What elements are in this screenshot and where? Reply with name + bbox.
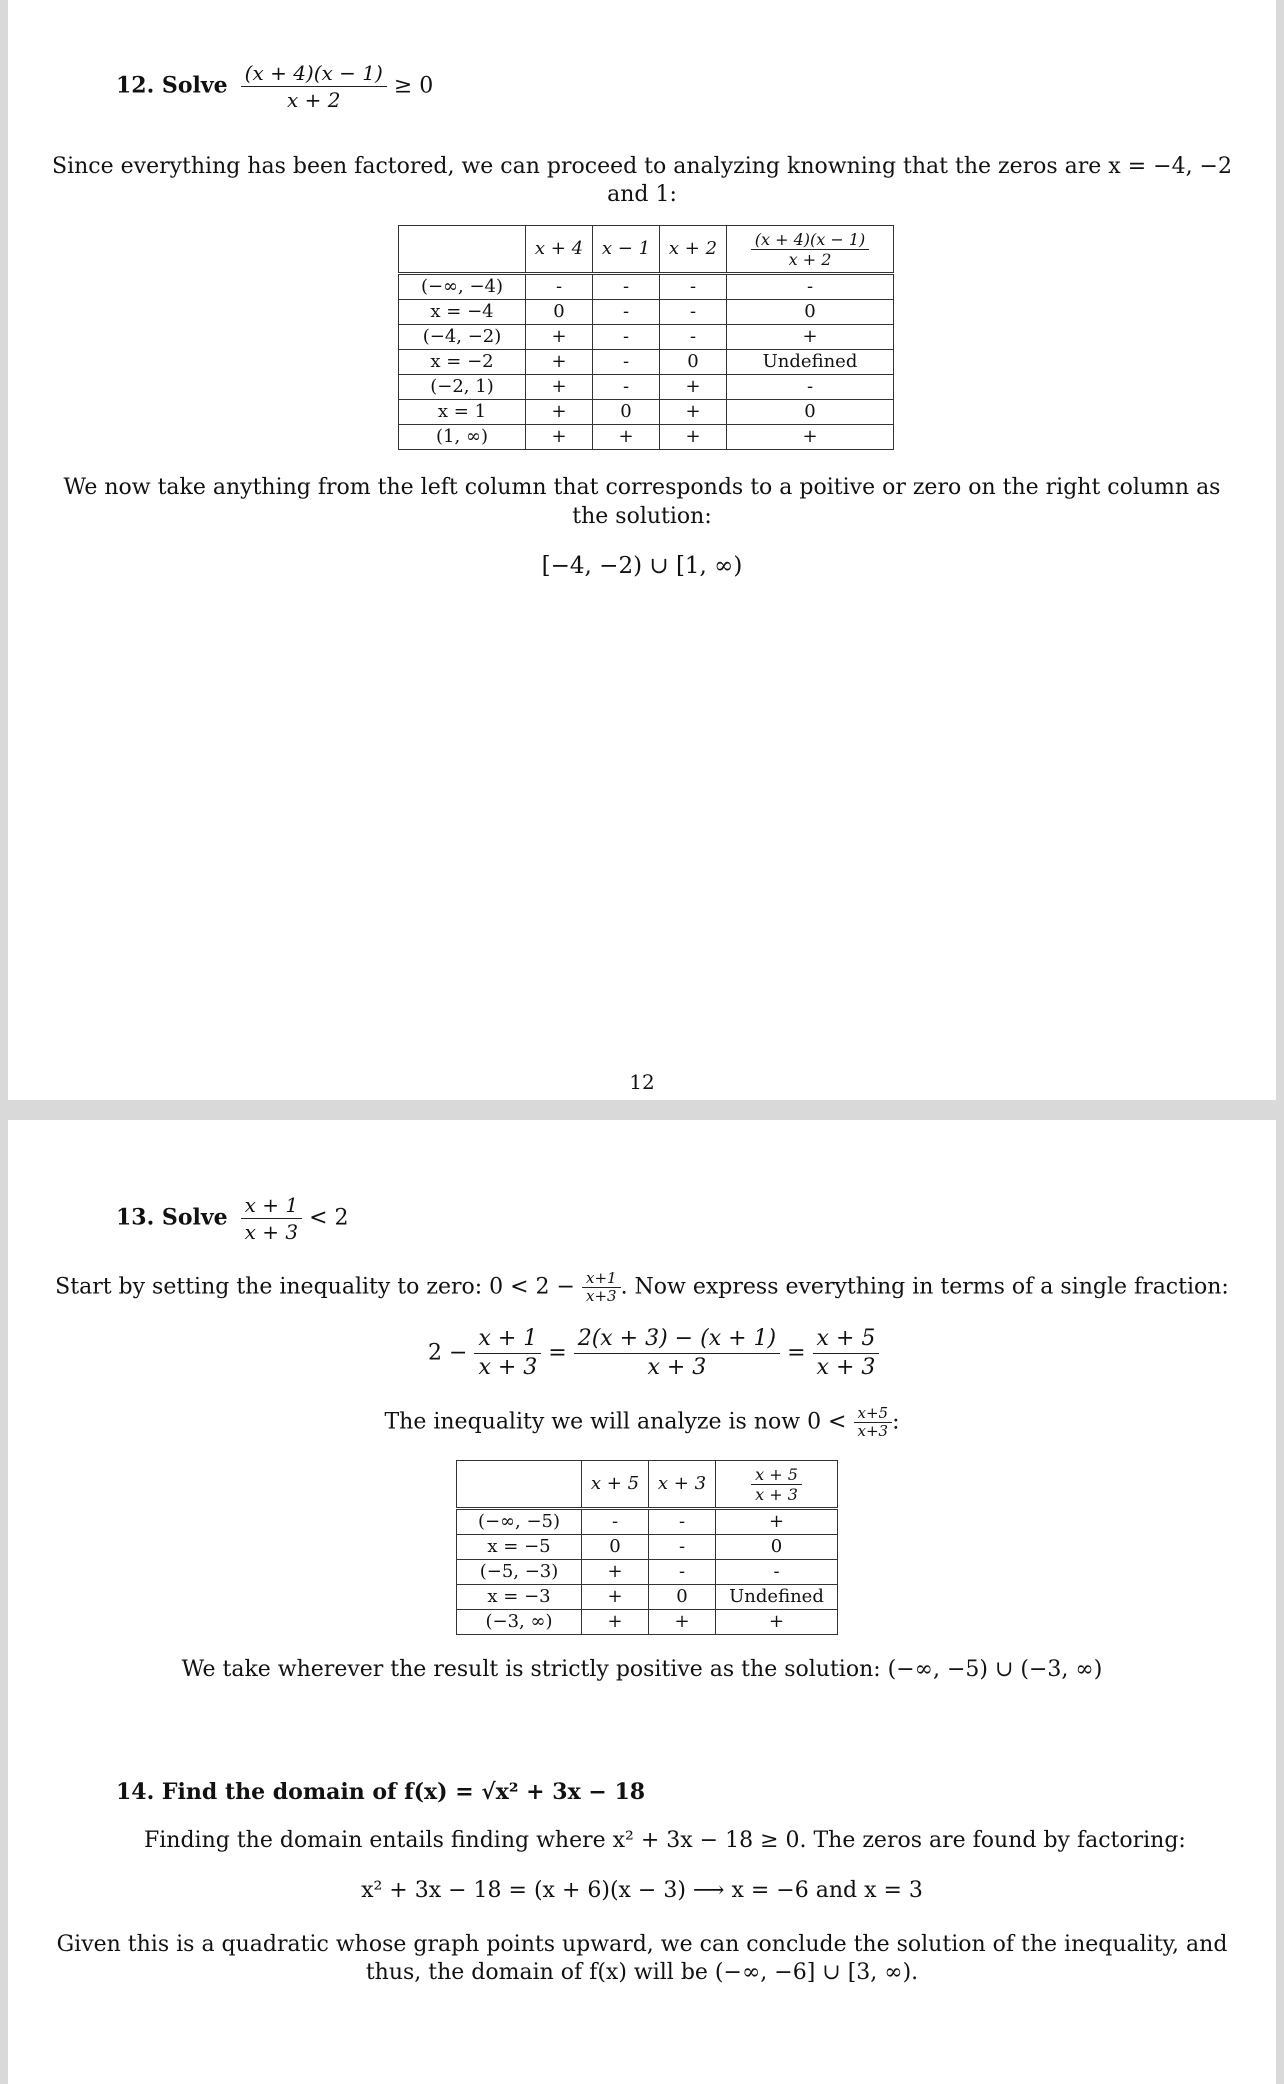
result-cell: + bbox=[727, 325, 894, 350]
problem-13-conclusion: We take wherever the result is strictly positive as the solution: (−∞, −5) ∪ (−3, ∞) bbox=[181, 1657, 1103, 1682]
sign-chart-header bbox=[399, 226, 894, 274]
interval-cell: (−5, −3) bbox=[457, 1560, 582, 1585]
sign-cell: + bbox=[660, 425, 727, 450]
start-frac-den: x+3 bbox=[585, 1287, 617, 1305]
problem-14-line-2: x² + 3x − 18 = (x + 6)(x − 3) ⟶ x = −6 and x = 3 bbox=[361, 1878, 923, 1903]
eq-f1-num: x + 1 bbox=[474, 1325, 541, 1354]
sign-cell: 0 bbox=[649, 1585, 716, 1610]
sign-cell: - bbox=[593, 325, 660, 350]
problem-12-intro-2: and 1: bbox=[607, 182, 677, 207]
table-row bbox=[399, 375, 894, 400]
problem-12-conclusion-2: the solution: bbox=[572, 504, 712, 529]
header-result bbox=[716, 1461, 838, 1509]
sign-cell: - bbox=[526, 274, 593, 300]
eq-f3-den: x + 3 bbox=[816, 1355, 876, 1380]
table-row bbox=[457, 1509, 838, 1535]
result-cell: 0 bbox=[727, 300, 894, 325]
problem-12-numerator: (x + 4)(x − 1) bbox=[241, 60, 387, 87]
result-cell: Undefined bbox=[716, 1585, 838, 1610]
result-cell: 0 bbox=[727, 400, 894, 425]
table-row bbox=[457, 1535, 838, 1560]
sign-cell: - bbox=[582, 1509, 649, 1535]
header-factor-1: x + 4 bbox=[526, 226, 593, 274]
table-row bbox=[457, 1560, 838, 1585]
sign-cell: + bbox=[526, 400, 593, 425]
table-row bbox=[399, 325, 894, 350]
table-row bbox=[457, 1610, 838, 1635]
start-fraction bbox=[582, 1270, 621, 1305]
interval-cell: (−∞, −5) bbox=[457, 1509, 582, 1535]
start-frac-num: x+1 bbox=[582, 1270, 621, 1288]
table-row bbox=[399, 274, 894, 300]
problem-12-label: 12. Solve bbox=[116, 72, 228, 99]
sign-cell: + bbox=[526, 425, 593, 450]
problem-13-denominator: x + 3 bbox=[244, 1220, 299, 1244]
header-result bbox=[727, 226, 894, 274]
interval-cell: (−2, 1) bbox=[399, 375, 526, 400]
eq-f2-den: x + 3 bbox=[647, 1355, 707, 1380]
header-result-num: x + 5 bbox=[751, 1465, 802, 1485]
result-cell: - bbox=[727, 375, 894, 400]
header-factor-1: x + 5 bbox=[582, 1461, 649, 1509]
problem-12-solution: [−4, −2) ∪ [1, ∞) bbox=[541, 553, 743, 579]
eq-fraction-1 bbox=[474, 1325, 541, 1382]
eq-fraction-3 bbox=[813, 1325, 880, 1382]
result-cell: + bbox=[716, 1509, 838, 1535]
eq-fraction-2 bbox=[574, 1325, 780, 1382]
table-row bbox=[399, 300, 894, 325]
problem-13-start bbox=[8, 1270, 1276, 1305]
sign-cell: - bbox=[649, 1535, 716, 1560]
analyze-text-b: : bbox=[892, 1409, 900, 1435]
sign-cell: 0 bbox=[582, 1535, 649, 1560]
sign-cell: 0 bbox=[526, 300, 593, 325]
analyze-text-a: The inequality we will analyze is now 0 < bbox=[384, 1409, 847, 1435]
result-cell: - bbox=[716, 1560, 838, 1585]
sign-cell: + bbox=[582, 1610, 649, 1635]
problem-13-fraction bbox=[241, 1192, 302, 1245]
page-number: 12 bbox=[629, 1070, 655, 1094]
sign-cell: - bbox=[593, 350, 660, 375]
sign-cell: - bbox=[660, 274, 727, 300]
sign-cell: + bbox=[660, 400, 727, 425]
problem-14-statement: 14. Find the domain of f(x) = √x² + 3x − 18 bbox=[116, 1779, 646, 1805]
table-row bbox=[399, 425, 894, 450]
analyze-fraction bbox=[854, 1405, 893, 1440]
problem-13-numerator: x + 1 bbox=[241, 1192, 302, 1219]
eq-f1-den: x + 3 bbox=[478, 1355, 538, 1380]
problem-12-fraction bbox=[241, 60, 387, 113]
problem-12-conclusion-1: We now take anything from the left column that corresponds to a poitive or zero on the right column as bbox=[63, 475, 1221, 500]
interval-cell: x = 1 bbox=[399, 400, 526, 425]
page-13 bbox=[8, 1120, 1276, 2084]
eq-lead: 2 − bbox=[428, 1340, 468, 1366]
sign-cell: + bbox=[526, 325, 593, 350]
sign-cell: - bbox=[593, 375, 660, 400]
interval-cell: x = −2 bbox=[399, 350, 526, 375]
result-cell: 0 bbox=[716, 1535, 838, 1560]
sign-chart-12 bbox=[398, 225, 894, 450]
start-text-b: . Now express everything in terms of a single fraction: bbox=[620, 1274, 1229, 1300]
problem-13-analyze bbox=[8, 1405, 1276, 1440]
interval-cell: (1, ∞) bbox=[399, 425, 526, 450]
problem-13-label: 13. Solve bbox=[116, 1204, 228, 1231]
problem-14-line-3: Given this is a quadratic whose graph points upward, we can conclude the solution of the inequality, and bbox=[56, 1932, 1228, 1957]
problem-12-intro-1: Since everything has been factored, we can proceed to analyzing knowning that the zeros are x = −4, −2 bbox=[52, 154, 1232, 179]
header-result-den: x + 2 bbox=[788, 249, 832, 269]
problem-12-denominator: x + 2 bbox=[286, 88, 341, 112]
problem-14-line-1: Finding the domain entails finding where x² + 3x − 18 ≥ 0. The zeros are found by factoring: bbox=[144, 1828, 1186, 1853]
problem-13-statement bbox=[116, 1192, 349, 1245]
header-empty bbox=[457, 1461, 582, 1509]
sign-cell: + bbox=[649, 1610, 716, 1635]
sign-cell: - bbox=[649, 1509, 716, 1535]
sign-chart-13 bbox=[456, 1460, 838, 1635]
sign-chart-header bbox=[457, 1461, 838, 1509]
sign-cell: - bbox=[593, 274, 660, 300]
page-12 bbox=[8, 0, 1276, 1100]
interval-cell: (−3, ∞) bbox=[457, 1610, 582, 1635]
sign-cell: + bbox=[660, 375, 727, 400]
table-row bbox=[399, 400, 894, 425]
sign-cell: + bbox=[526, 375, 593, 400]
eq-equals-1: = bbox=[548, 1340, 567, 1366]
result-cell: Undefined bbox=[727, 350, 894, 375]
sign-cell: 0 bbox=[593, 400, 660, 425]
header-empty bbox=[399, 226, 526, 274]
table-row bbox=[457, 1585, 838, 1610]
sign-cell: - bbox=[660, 325, 727, 350]
sign-cell: + bbox=[582, 1585, 649, 1610]
interval-cell: x = −3 bbox=[457, 1585, 582, 1610]
table-row bbox=[399, 350, 894, 375]
problem-12-relation: ≥ 0 bbox=[393, 73, 434, 99]
analyze-frac-den: x+3 bbox=[857, 1422, 889, 1440]
problem-13-relation: < 2 bbox=[309, 1205, 349, 1231]
problem-12-statement bbox=[116, 60, 433, 113]
sign-cell: + bbox=[582, 1560, 649, 1585]
header-result-den: x + 3 bbox=[755, 1484, 798, 1504]
header-factor-2: x + 3 bbox=[649, 1461, 716, 1509]
eq-equals-2: = bbox=[787, 1340, 806, 1366]
start-text-a: Start by setting the inequality to zero: 0 < 2 − bbox=[55, 1274, 575, 1300]
header-factor-3: x + 2 bbox=[660, 226, 727, 274]
result-cell: + bbox=[716, 1610, 838, 1635]
sign-cell: + bbox=[593, 425, 660, 450]
problem-14-line-4: thus, the domain of f(x) will be (−∞, −6] ∪ [3, ∞). bbox=[365, 1960, 919, 1985]
interval-cell: (−4, −2) bbox=[399, 325, 526, 350]
interval-cell: x = −5 bbox=[457, 1535, 582, 1560]
result-cell: - bbox=[727, 274, 894, 300]
sign-cell: - bbox=[660, 300, 727, 325]
eq-f3-num: x + 5 bbox=[813, 1325, 880, 1354]
header-result-num: (x + 4)(x − 1) bbox=[751, 230, 870, 250]
problem-13-equation bbox=[428, 1325, 879, 1382]
interval-cell: x = −4 bbox=[399, 300, 526, 325]
eq-f2-num: 2(x + 3) − (x + 1) bbox=[574, 1325, 780, 1354]
sign-cell: 0 bbox=[660, 350, 727, 375]
sign-cell: - bbox=[649, 1560, 716, 1585]
sign-cell: - bbox=[593, 300, 660, 325]
result-cell: + bbox=[727, 425, 894, 450]
interval-cell: (−∞, −4) bbox=[399, 274, 526, 300]
analyze-frac-num: x+5 bbox=[854, 1405, 893, 1423]
sign-cell: + bbox=[526, 350, 593, 375]
header-factor-2: x − 1 bbox=[593, 226, 660, 274]
